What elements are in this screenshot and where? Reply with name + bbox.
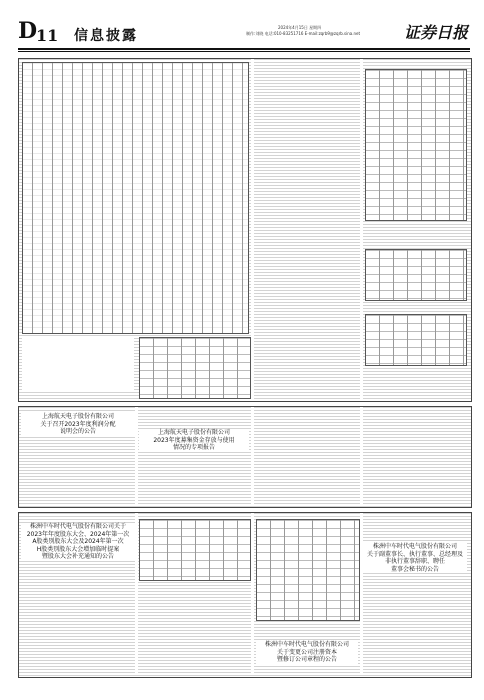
announcement-title: 株洲中车时代电气股份有限公司 关于副董事长、执行董事、总经理及 非执行董事辞职、聘任 董事会秘书的公告 <box>363 543 467 573</box>
financial-table <box>365 249 467 301</box>
column-gutter <box>135 513 138 675</box>
announcement-title: 上海航天电子股份有限公司 关于召开2023年度利润分配 说明会的公告 <box>21 413 135 436</box>
column-gutter <box>251 59 254 399</box>
column-gutter <box>251 513 254 675</box>
newspaper-logo: 证券日报 <box>403 23 468 42</box>
column-gutter <box>135 407 138 505</box>
column-gutter <box>360 59 363 399</box>
editor-contact: 制作:刘晓 电话:010-83251716 E-mail:zqrb9@zqrb.sina.net <box>246 31 361 36</box>
blank-area <box>22 337 134 392</box>
page-number: 11 <box>36 26 59 45</box>
column-gutter <box>360 407 363 505</box>
financial-table <box>365 314 467 366</box>
issue-date: 2024年4月15日 星期四 <box>278 25 322 30</box>
large-data-table <box>22 62 249 334</box>
page-letter: D <box>18 18 38 44</box>
proposal-table <box>139 519 251 581</box>
section-title: 信息披露 <box>74 28 138 44</box>
charter-table <box>256 519 360 621</box>
page-header <box>18 20 468 46</box>
header-rule <box>18 48 470 50</box>
column-gutter <box>360 513 363 675</box>
header-rule-thin <box>18 51 470 52</box>
column-gutter <box>251 407 254 505</box>
bottom-announcement-block <box>18 512 472 678</box>
fund-usage-table <box>139 337 251 399</box>
top-announcement-block <box>18 58 472 402</box>
announcement-title: 上海航天电子股份有限公司 2023年度募集资金存放与使用 情况的专项报告 <box>139 429 249 452</box>
announcement-title: 株洲中车时代电气股份有限公司 关于变更公司注册资本 暨修订公司章程的公告 <box>256 641 358 664</box>
middle-announcement-block <box>18 406 472 508</box>
financial-table <box>365 69 467 221</box>
announcement-title: 株洲中车时代电气股份有限公司关于 2023年年度股东大会、2024年第一次 A股类别股东大会及2024年第一次 H股类别股东大会增加临时提案 暨股东大会补充通知的公告 <box>21 523 135 561</box>
